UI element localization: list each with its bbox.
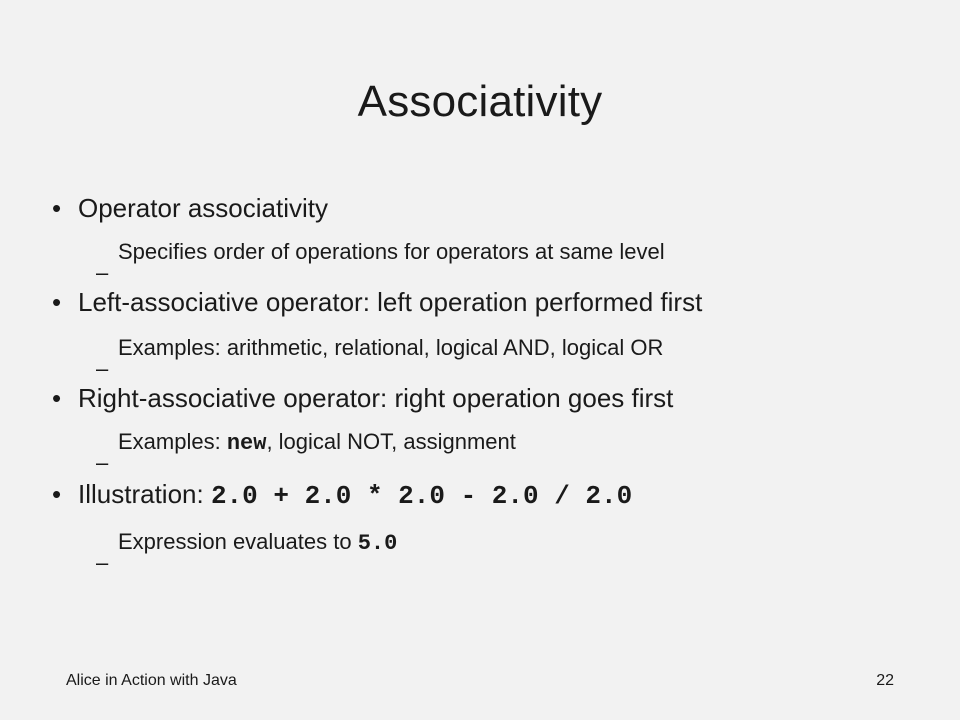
code-new-keyword: new (226, 431, 267, 456)
sub-bullet-prefix: Expression evaluates to (118, 529, 358, 554)
footer-page-number: 22 (876, 672, 894, 689)
slide-title: Associativity (357, 77, 603, 126)
sub-bullet-prefix: Examples: (118, 429, 227, 454)
bullet-glyph: • (52, 193, 62, 223)
bullet-right-associative (52, 382, 673, 414)
bullet-text: Operator associativity (78, 193, 328, 223)
code-expression: 2.0 + 2.0 * 2.0 - 2.0 / 2.0 (210, 481, 633, 511)
bullet-glyph: • (52, 287, 62, 317)
code-result: 5.0 (357, 531, 398, 556)
bullet-illustration (52, 478, 632, 512)
sub-bullet-evaluates-to (96, 528, 398, 575)
bullet-text: Right-associative operator: right operation goes first (78, 383, 674, 413)
bullet-operator-associativity (52, 192, 328, 224)
bullet-prefix: Illustration: (78, 479, 211, 509)
sub-bullet-suffix: , logical NOT, assignment (266, 429, 516, 454)
sub-bullet-text: Examples: arithmetic, relational, logical AND, logical OR (118, 335, 664, 360)
sub-bullet-right-examples (96, 428, 516, 475)
sub-bullet-specifies-order (96, 238, 665, 285)
dash-glyph: – (96, 450, 109, 475)
bullet-left-associative (52, 286, 702, 318)
footer-book-title: Alice in Action with Java (66, 672, 237, 689)
sub-bullet-left-examples (96, 334, 664, 381)
dash-glyph: – (96, 550, 109, 575)
dash-glyph: – (96, 260, 109, 285)
dash-glyph: – (96, 356, 109, 381)
sub-bullet-text: Specifies order of operations for operators at same level (118, 239, 665, 264)
bullet-glyph: • (52, 383, 62, 413)
bullet-glyph: • (52, 479, 62, 509)
bullet-text: Left-associative operator: left operation performed first (78, 287, 703, 317)
